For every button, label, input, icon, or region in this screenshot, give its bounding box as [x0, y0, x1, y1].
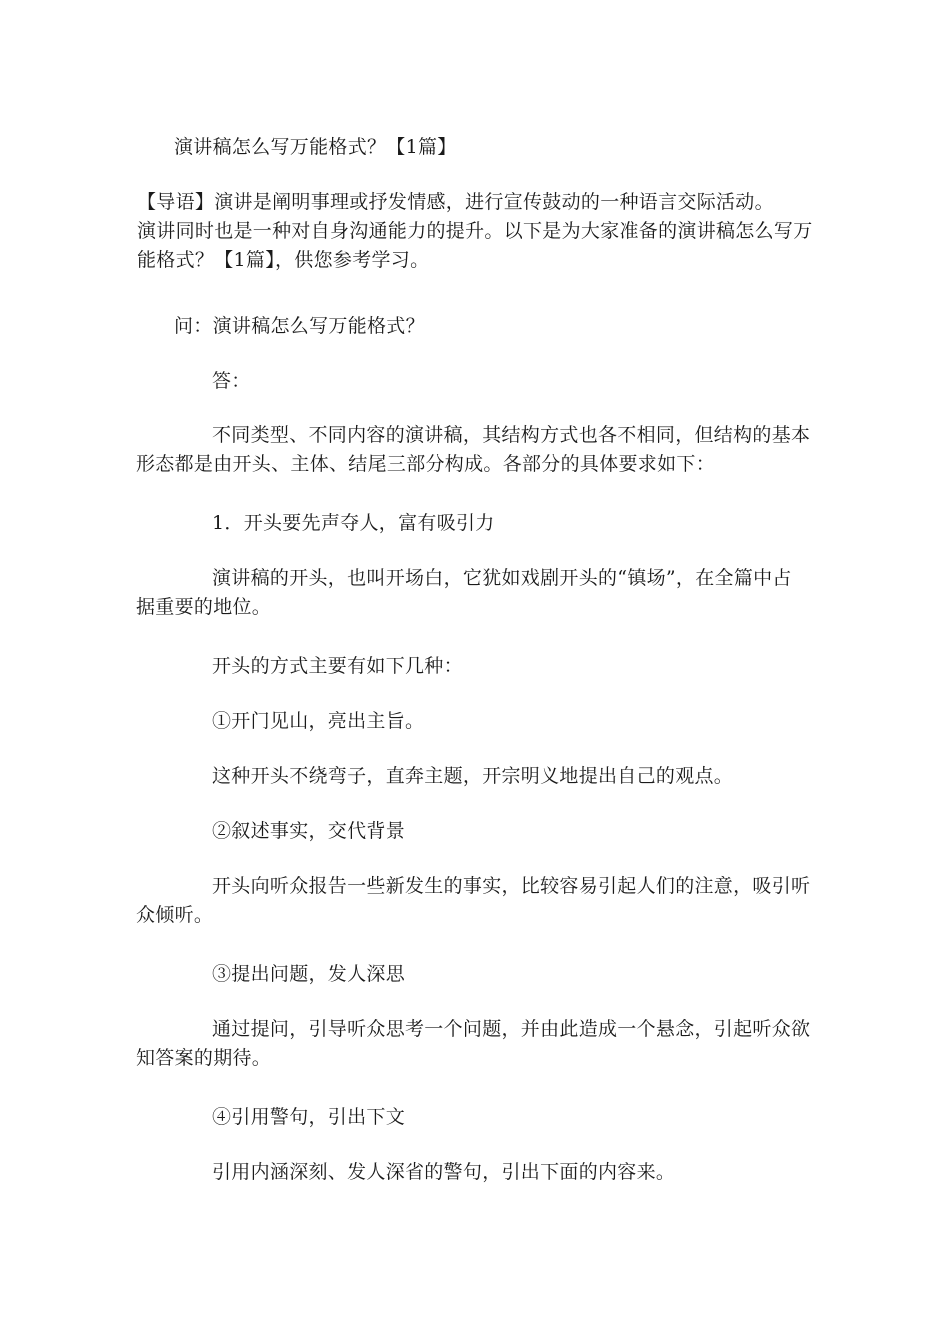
- intro-line: 能格式？【1篇】，供您参考学习。: [137, 249, 430, 271]
- paragraph-line: 知答案的期待。: [136, 1047, 272, 1069]
- paragraph-line: 开头向听众报告一些新发生的事实，比较容易引起人们的注意，吸引听: [212, 875, 811, 897]
- method-description: 这种开头不绕弯子，直奔主题，开宗明义地提出自己的观点。: [212, 765, 734, 787]
- paragraph-line: 不同类型、不同内容的演讲稿，其结构方式也各不相同，但结构的基本: [212, 424, 811, 446]
- method-title: ③提出问题，发人深思: [212, 963, 406, 985]
- methods-intro: 开头的方式主要有如下几种：: [212, 655, 463, 677]
- paragraph-line: 形态都是由开头、主体、结尾三部分构成。各部分的具体要求如下：: [136, 453, 716, 475]
- structure-paragraph: [136, 421, 812, 479]
- paragraph-line: 据重要的地位。: [136, 596, 272, 618]
- intro-line: 演讲同时也是一种对自身沟通能力的提升。以下是为大家准备的演讲稿怎么写万: [137, 220, 813, 242]
- method-description: [136, 1015, 812, 1073]
- method-description: [136, 872, 812, 930]
- method-title: ②叙述事实，交代背景: [212, 820, 406, 842]
- answer-label: 答：: [212, 370, 251, 392]
- paragraph-line: 演讲稿的开头，也叫开场白，它犹如戏剧开头的“镇场”，在全篇中占: [212, 567, 792, 589]
- document-title: 演讲稿怎么写万能格式？【1篇】: [174, 136, 457, 158]
- section-heading: 1．开头要先声夺人，富有吸引力: [212, 512, 495, 534]
- paragraph-line: 众倾听。: [136, 904, 214, 926]
- paragraph-line: 通过提问，引导听众思考一个问题，并由此造成一个悬念，引起听众欲: [212, 1018, 811, 1040]
- section1-paragraph: [136, 564, 812, 622]
- intro-line: 【导语】演讲是阐明事理或抒发情感，进行宣传鼓动的一种语言交际活动。: [137, 191, 774, 213]
- method-title: ①开门见山，亮出主旨。: [212, 710, 425, 732]
- intro-paragraph: [137, 188, 813, 275]
- method-title: ④引用警句，引出下文: [212, 1106, 406, 1128]
- question-line: 问：演讲稿怎么写万能格式？: [174, 315, 425, 337]
- method-description: 引用内涵深刻、发人深省的警句，引出下面的内容来。: [212, 1161, 676, 1183]
